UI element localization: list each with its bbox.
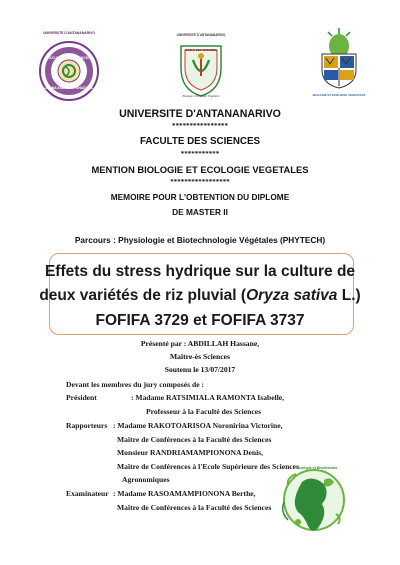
separator-2: *********** (180, 150, 220, 158)
president-name: : Madame RATSIMIALA RAMONTA Isabelle, (131, 393, 285, 402)
logo-faculty-of-sciences (38, 40, 100, 102)
memoire-line-2: DE MASTER II (172, 207, 228, 217)
logo-left-label-top: UNIVERSITE D'ANTANANARIVO (43, 31, 95, 35)
faculty-name: FACULTE DES SCIENCES (139, 136, 261, 147)
mention-name: MENTION BIOLOGIE ET ECOLOGIE VEGETALES (91, 164, 309, 175)
title-line-2-start: deux variétés de riz pluvial ( (39, 287, 247, 304)
rapporteur-2-name: Monsieur RANDRIAMAMPIONONA Denis, (117, 448, 264, 457)
title-line-2-end: L.) (337, 287, 361, 304)
examinateur-role: Examinateur (66, 489, 109, 498)
rapporteur-1-name: : Madame RAKOTOARISOA Noronirina Victorine, (113, 421, 283, 430)
title-line-3: FOFIFA 3729 et FOFIFA 3737 (95, 312, 305, 329)
memoire-line-1: MEMOIRE POUR L'OBTENTION DU DIPLOME (110, 192, 290, 202)
logo-center-label-bottom: Biologie et Ecologie Végétales (182, 94, 220, 98)
logo-bottom-right-label: Ecologie et Biodiversité (296, 466, 338, 470)
university-name: UNIVERSITE D'ANTANANARIVO (119, 108, 281, 120)
logo-right-label-bottom: BIOLOGIE ET ECOLOGIE VEGETALES (312, 93, 366, 97)
logo-center-label-top: UNIVERSITE D'ANTANANARIVO (176, 33, 226, 37)
rapporteurs-role: Rapporteurs (66, 421, 108, 430)
president-title: Professeur à la Faculté des Sciences (146, 407, 262, 416)
logo-left-label-bottom: ALAMA ANDRY SY FAHAIZANA (45, 86, 93, 90)
presented-by: Présenté par : ABDILLAH Hassane, (140, 339, 260, 348)
examinateur-name: : Madame RASOAMAMPIONONA Berthe, (113, 489, 256, 498)
logo-ecology-biodiversity (278, 462, 348, 540)
rapporteur-2-title-cont: Agronomiques (122, 475, 170, 484)
rapporteur-1-title: Maître de Conférences à la Faculté des Sciences (117, 435, 272, 444)
separator-1: **************** (172, 122, 228, 130)
parcours: Parcours : Physiologie et Biotechnologie Végétales (PHYTECH) (74, 235, 326, 245)
jury-intro: Devant les membres du jury composés de : (66, 380, 205, 389)
logo-center-label-ring: ECOLE DES SCIENCES (185, 48, 217, 52)
examinateur-title: Maître de Conférences à la Faculté des Sciences (117, 503, 272, 512)
defense-date: Soutenu le 13/07/2017 (164, 365, 236, 374)
degree: Maître-ès Sciences (170, 352, 230, 361)
species-name: Oryza sativa (246, 287, 338, 304)
president-role: Président (66, 393, 97, 402)
logo-left-label-inner: FACULTE DES SCIENCES (47, 56, 91, 60)
separator-3: ***************** (170, 178, 230, 186)
title-line-1: Effets du stress hydrique sur la culture de (44, 263, 356, 280)
title-line-2 (0, 287, 400, 305)
rapporteur-2-title: Maître de Conférences à l'Ecole Supérieure des Sciences (117, 462, 300, 471)
logo-mention-bev (312, 26, 366, 96)
